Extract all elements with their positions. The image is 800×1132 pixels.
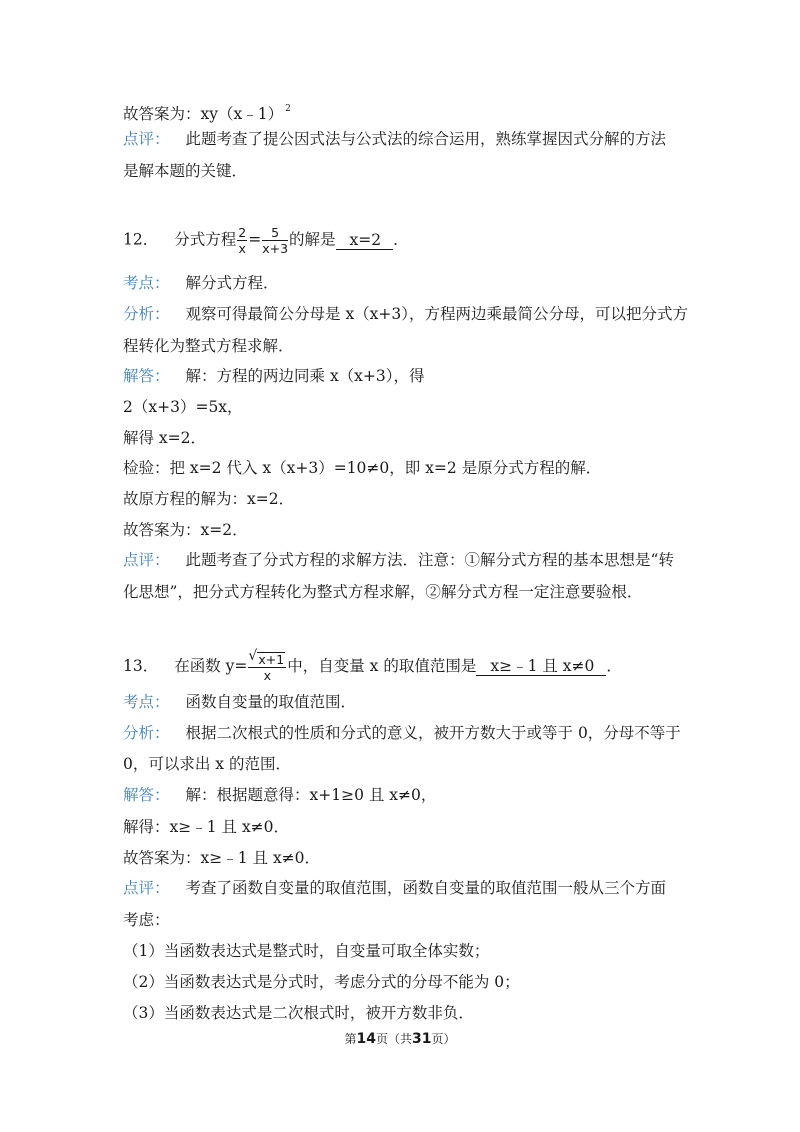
fenxi-text: 根据二次根式的性质和分式的意义，被开方数大于或等于 0，分母不等于 xyxy=(185,724,681,742)
step-line: 故答案为：x≥﹣1 且 x≠0． xyxy=(123,849,321,867)
review-line xyxy=(123,129,666,149)
kaodian-text: 解分式方程． xyxy=(185,274,279,292)
fenxi-cont: 0，可以求出 x 的范围． xyxy=(123,755,291,773)
step-line: 故原方程的解为：x=2． xyxy=(123,490,295,508)
fenxi-cont: 程转化为整式方程求解． xyxy=(123,337,294,355)
kaodian-line xyxy=(123,692,356,712)
step-line: 解得 x=2． xyxy=(123,429,207,447)
fenxi-line xyxy=(123,723,681,743)
review-line xyxy=(123,878,666,898)
fenxi-label: 分析： xyxy=(123,305,170,323)
review-cont: 考虑： xyxy=(123,911,170,929)
review-text: 此题考查了分式方程的求解方法．注意：①解分式方程的基本思想是“转 xyxy=(185,551,674,569)
step-line: 检验：把 x=2 代入 x（x+3）=10≠0，即 x=2 是原分式方程的解． xyxy=(123,459,602,477)
denominator: x+3 xyxy=(262,241,289,256)
review-label: 点评： xyxy=(123,879,170,897)
denominator: x xyxy=(238,241,246,256)
superscript: 2 xyxy=(285,104,291,114)
question-number: 13． xyxy=(123,657,159,675)
footer-post: 页） xyxy=(431,1032,456,1046)
step-line: 2（x+3）=5x， xyxy=(123,398,243,416)
fraction-sqrt xyxy=(248,652,286,682)
kaodian-label: 考点： xyxy=(123,274,170,292)
period: ． xyxy=(393,230,409,249)
jieda-text: 解：根据题意得：x+1≥0 且 x≠0， xyxy=(185,786,437,804)
question-12 xyxy=(123,226,409,255)
case-line: （3）当函数表达式是二次根式时，被开方数非负． xyxy=(123,1004,474,1022)
review-cont: 是解本题的关键． xyxy=(123,162,248,180)
jieda-label: 解答： xyxy=(123,367,170,385)
step-line: 解得：x≥﹣1 且 x≠0． xyxy=(123,818,290,836)
numerator: 2 xyxy=(238,225,247,240)
answer-text: 故答案为：xy（x﹣1） xyxy=(123,105,284,123)
answer-line xyxy=(123,99,291,124)
numerator xyxy=(248,652,286,668)
kaodian-line xyxy=(123,273,279,293)
fenxi-label: 分析： xyxy=(123,724,170,742)
question-prefix: 在函数 y= xyxy=(174,657,248,675)
fraction-rhs xyxy=(262,226,288,255)
question-prefix: 分式方程 xyxy=(174,230,237,249)
kaodian-text: 函数自变量的取值范围． xyxy=(185,693,357,711)
review-label: 点评： xyxy=(123,130,170,148)
sqrt-radicand: √ x+1 xyxy=(257,652,285,666)
review-label: 点评： xyxy=(123,551,170,569)
question-suffix: 的解是 xyxy=(289,230,336,249)
question-suffix: 中，自变量 x 的取值范围是 xyxy=(287,657,477,675)
case-line: （2）当函数表达式是分式时，考虑分式的分母不能为 0； xyxy=(123,973,520,991)
denominator: x xyxy=(263,668,272,683)
page-footer xyxy=(0,1031,800,1047)
period: ． xyxy=(606,657,622,675)
review-cont: 化思想”，把分式方程转化为整式方程求解，②解分式方程一定注意要验根． xyxy=(123,583,643,601)
equals-sign: = xyxy=(248,230,262,249)
footer-pre: 第 xyxy=(344,1032,357,1046)
step-line: 故答案为：x=2． xyxy=(123,521,248,539)
page-total: 31 xyxy=(412,1031,432,1047)
jieda-line xyxy=(123,366,425,386)
footer-mid: 页（共 xyxy=(375,1032,412,1046)
review-line xyxy=(123,550,674,570)
jieda-text: 解：方程的两边同乘 x（x+3），得 xyxy=(185,367,425,385)
page-number: 14 xyxy=(356,1031,376,1047)
fenxi-line xyxy=(123,304,688,324)
fraction-lhs xyxy=(237,226,247,255)
question-number: 12． xyxy=(123,230,159,249)
review-text: 考查了函数自变量的取值范围，函数自变量的取值范围一般从三个方面 xyxy=(185,879,667,897)
question-13 xyxy=(123,652,622,682)
answer-blank: x≥﹣1 且 x≠0 xyxy=(476,658,606,676)
jieda-line xyxy=(123,785,436,805)
fenxi-text: 观察可得最简公分母是 x（x+3），方程两边乘最简公分母，可以把分式方 xyxy=(185,305,689,323)
review-text: 此题考查了提公因式法与公式法的综合运用，熟练掌握因式分解的方法 xyxy=(185,130,667,148)
answer-blank: x=2 xyxy=(336,232,394,250)
kaodian-label: 考点： xyxy=(123,693,170,711)
numerator: 5 xyxy=(262,226,288,241)
jieda-label: 解答： xyxy=(123,786,170,804)
case-line: （1）当函数表达式是整式时，自变量可取全体实数； xyxy=(123,942,490,960)
